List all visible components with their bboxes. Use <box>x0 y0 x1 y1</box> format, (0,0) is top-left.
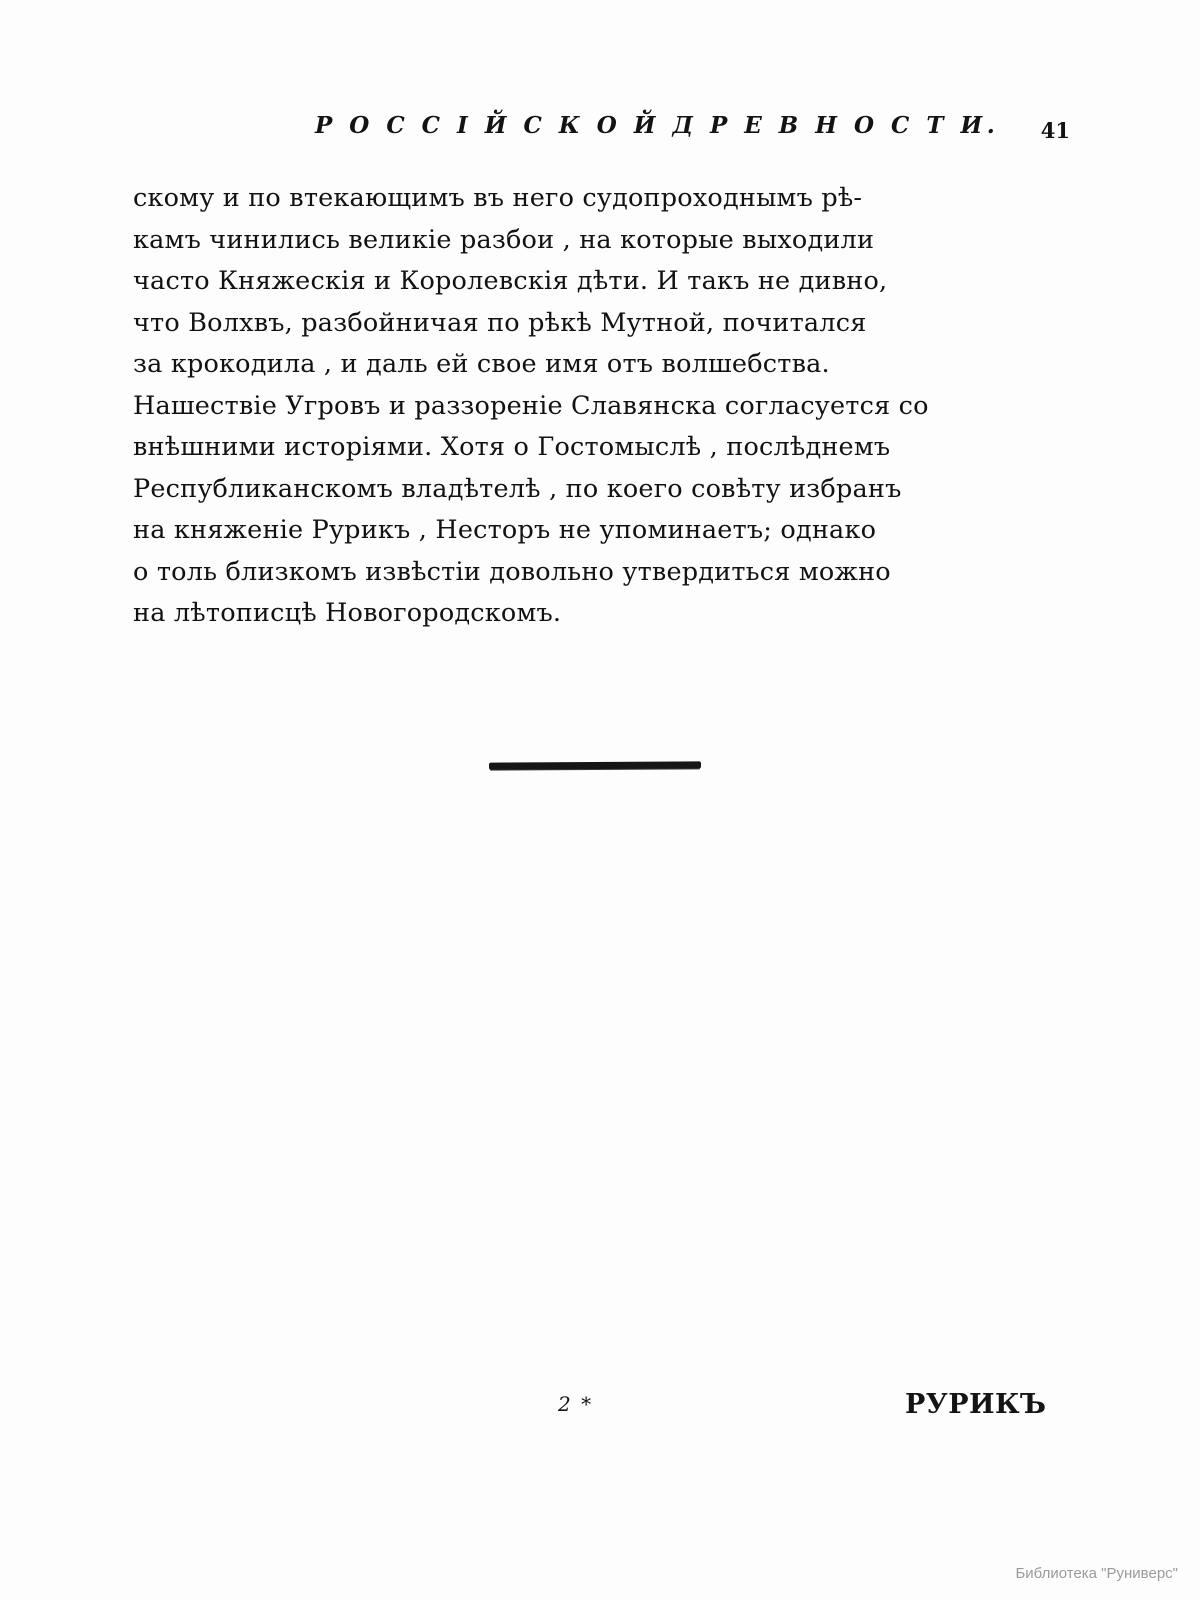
text-line: часто Княжескія и Королевскія дѣти. И такъ не дивно, <box>133 266 888 296</box>
text-line: внѣшними исторіями. Хотя о Гостомыслѣ , послѣднемъ <box>133 432 891 462</box>
text-line: за крокодила , и даль ей свое имя отъ волшебства. <box>133 349 830 379</box>
ornamental-divider <box>489 761 701 769</box>
page-number: 41 <box>1040 118 1070 143</box>
library-watermark: Библиотека "Руниверс" <box>1015 1565 1178 1582</box>
text-line: Нашествіе Угровъ и раззореніе Славянска согласуется со <box>133 390 929 421</box>
page-header <box>130 112 1070 152</box>
text-line: на княженіе Рурикъ , Несторъ не упоминаетъ; однако <box>133 515 877 545</box>
body-text <box>133 178 1053 635</box>
text-line: Республиканскомъ владѣтелѣ , по коего совѣту избранъ <box>133 473 902 504</box>
text-line: о толь близкомъ извѣстіи довольно утвердиться можно <box>133 556 891 587</box>
catchword: РУРИКЪ <box>905 1389 1047 1420</box>
text-line: камъ чинились великіе разбои , на которые выходили <box>133 224 875 255</box>
text-line: что Волхвъ, разбойничая по рѣкѣ Мутной, почитался <box>133 307 867 338</box>
text-line: на лѣтописцѣ Новогородскомъ. <box>133 598 562 628</box>
text-line: скому и по втекающимъ въ него судопроходнымъ рѣ- <box>133 183 863 213</box>
signature-mark: 2 * <box>558 1392 594 1416</box>
running-title: Р О С С І Й С К О Й Д Р Е В Н О С Т И. <box>315 112 1000 139</box>
